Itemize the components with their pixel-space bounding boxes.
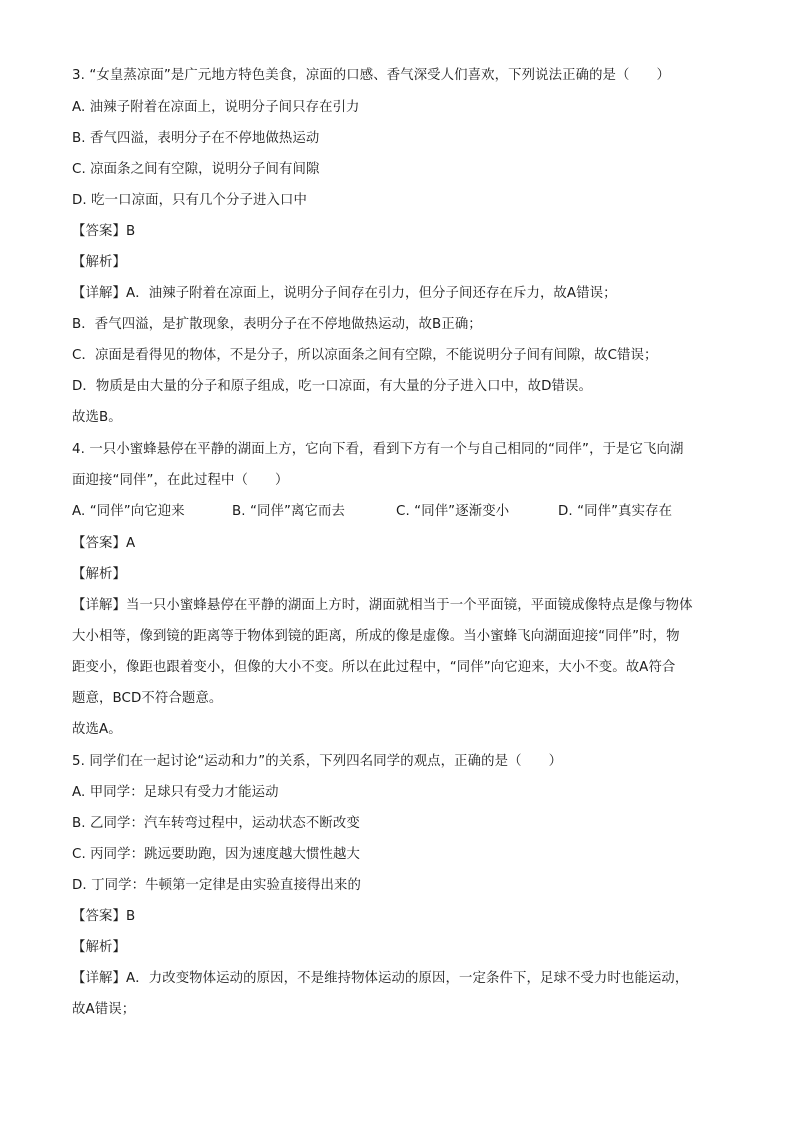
q4-option-d: D. “同伴”真实存在	[558, 504, 673, 519]
q5-answer: 【答案】B	[72, 909, 136, 924]
q4-detail-line: 距变小，像距也跟着变小，但像的大小不变。所以在此过程中，“同伴”向它迎来，大小不变。故A符合	[72, 660, 676, 675]
q3-conclusion: 故选B。	[72, 410, 122, 425]
q5-option-d: D. 丁同学：牛顿第一定律是由实验直接得出来的	[72, 878, 361, 893]
q5-option-c: C. 丙同学：跳远要助跑，因为速度越大惯性越大	[72, 847, 360, 862]
q3-stem: 3. “女皇蒸凉面”是广元地方特色美食，凉面的口感、香气深受人们喜欢，下列说法正确的是（ ）	[72, 68, 671, 83]
q4-stem-line: 面迎接“同伴”，在此过程中（ ）	[72, 473, 289, 488]
q5-detail-line: 故A错误；	[72, 1002, 136, 1017]
q4-detail-line: 题意，BCD不符合题意。	[72, 691, 223, 706]
q5-analysis-label: 【解析】	[72, 940, 126, 955]
q4-detail-line: 大小相等，像到镜的距离等于物体到镜的距离，所成的像是虚像。当小蜜蜂飞向湖面迎接“同伴”时，物	[72, 629, 680, 644]
q5-detail-line: 【详解】A．力改变物体运动的原因，不是维持物体运动的原因，一定条件下，足球不受力时也能运动，	[72, 971, 689, 986]
q4-option-b: B. “同伴”离它而去	[232, 504, 346, 519]
q4-analysis-label: 【解析】	[72, 567, 126, 582]
q3-detail-line: 【详解】A．油辣子附着在凉面上，说明分子间存在引力，但分子间还存在斥力，故A错误；	[72, 286, 617, 301]
q4-option-c: C. “同伴”逐渐变小	[396, 504, 510, 519]
q3-option-c: C. 凉面条之间有空隙，说明分子间有间隙	[72, 162, 320, 177]
q3-detail-line: D．物质是由大量的分子和原子组成，吃一口凉面，有大量的分子进入口中，故D错误。	[72, 379, 592, 394]
q4-answer: 【答案】A	[72, 536, 136, 551]
q3-analysis-label: 【解析】	[72, 255, 126, 270]
q3-detail-line: C．凉面是看得见的物体，不是分子，所以凉面条之间有空隙，不能说明分子间有间隙，故C错误；	[72, 348, 658, 363]
q5-stem: 5. 同学们在一起讨论“运动和力”的关系，下列四名同学的观点，正确的是（ ）	[72, 754, 563, 769]
q3-option-a: A. 油辣子附着在凉面上，说明分子间只存在引力	[72, 100, 360, 115]
q3-option-b: B. 香气四溢，表明分子在不停地做热运动	[72, 131, 320, 146]
q4-option-a: A. “同伴”向它迎来	[72, 504, 185, 519]
q4-detail-line: 【详解】当一只小蜜蜂悬停在平静的湖面上方时，湖面就相当于一个平面镜，平面镜成像特点是像与物体	[72, 598, 693, 613]
q4-conclusion: 故选A。	[72, 722, 122, 737]
q3-detail-line: B．香气四溢，是扩散现象，表明分子在不停地做热运动，故B正确；	[72, 317, 482, 332]
q3-answer: 【答案】B	[72, 224, 136, 239]
q3-option-d: D. 吃一口凉面，只有几个分子进入口中	[72, 193, 307, 208]
q5-option-b: B. 乙同学：汽车转弯过程中，运动状态不断改变	[72, 816, 360, 831]
q4-stem-line: 4. 一只小蜜蜂悬停在平静的湖面上方，它向下看，看到下方有一个与自己相同的“同伴”，于是它飞向湖	[72, 442, 684, 457]
q5-option-a: A. 甲同学：足球只有受力才能运动	[72, 785, 279, 800]
q4-options-row	[72, 503, 727, 521]
